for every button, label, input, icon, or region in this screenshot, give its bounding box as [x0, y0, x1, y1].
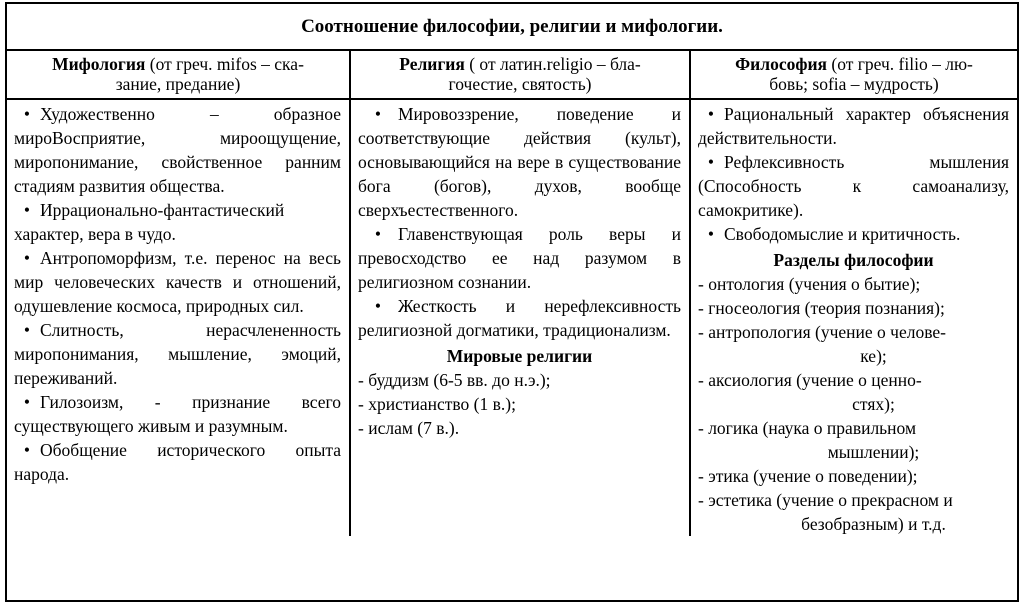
religion-trait: Жесткость и нерефлексивность религиозной догматики, традиционализм.	[358, 296, 681, 340]
list-item	[14, 246, 341, 318]
header-religion-origin-2: гочестие, святость)	[448, 74, 592, 94]
list-item	[358, 222, 681, 294]
list-item	[14, 318, 341, 390]
branch-line: - антропология (учение о челове-	[698, 322, 946, 342]
mythology-column	[7, 99, 350, 536]
branch-line: - аксиология (учение о ценно-	[698, 370, 922, 390]
list-item	[698, 272, 1009, 296]
header-mythology	[7, 51, 350, 99]
mythology-trait: Художественно – образное мироВосприятие, мироощущение, миропонимание, свойственное ранним стадиям развития общества.	[14, 104, 341, 196]
list-item	[698, 296, 1009, 320]
bullet-icon: •	[23, 200, 31, 220]
bullet-icon: •	[23, 104, 31, 124]
bullet-icon: •	[707, 224, 715, 244]
list-item: - буддизм (6-5 вв. до н.э.);	[358, 370, 551, 390]
header-mythology-origin: (от греч. mifos – ска-	[145, 54, 304, 74]
branch-continuation: мышлении);	[827, 442, 920, 462]
comparison-table	[5, 2, 1019, 602]
header-philosophy	[690, 51, 1017, 99]
bullet-icon: •	[374, 104, 382, 124]
list-item: - ислам (7 в.).	[358, 418, 460, 438]
branch-line: - гносеология (теория познания);	[698, 298, 945, 318]
list-item	[698, 488, 1009, 536]
content-row	[7, 99, 1017, 536]
branch-line: - онтология (учения о бытие);	[698, 274, 921, 294]
branch-line: - этика (учение о поведении);	[698, 466, 918, 486]
bullet-icon: •	[23, 392, 31, 412]
philosophy-column	[690, 99, 1017, 536]
list-item	[698, 222, 1009, 246]
religion-column	[350, 99, 690, 536]
religion-trait: Главенствующая роль веры и превосходство ее над разумом в религиозном сознании.	[358, 224, 681, 292]
list-item	[358, 294, 681, 342]
branch-line: - логика (наука о правильном	[698, 418, 917, 438]
philosophy-trait: Свободомыслие и критичность.	[724, 224, 961, 244]
bullet-icon: •	[707, 104, 715, 124]
bullet-icon: •	[23, 320, 31, 340]
header-row	[7, 51, 1017, 99]
branch-continuation: ке);	[860, 346, 887, 366]
table-title: Соотношение философии, религии и мифологии.	[7, 4, 1017, 51]
list-item	[698, 320, 1009, 368]
list-item	[698, 368, 1009, 416]
list-item: - христианство (1 в.);	[358, 394, 516, 414]
philosophy-trait: Рациональный характер объяснения действительности.	[698, 104, 1009, 148]
list-item	[698, 150, 1009, 222]
bullet-icon: •	[23, 248, 31, 268]
list-item	[698, 102, 1009, 150]
bullet-icon: •	[23, 440, 31, 460]
bullet-icon: •	[707, 152, 715, 172]
branch-continuation: стях);	[852, 394, 895, 414]
header-mythology-origin-2: зание, предание)	[115, 74, 241, 94]
header-religion-name: Религия	[399, 54, 465, 74]
mythology-trait: Обобщение исторического опыта народа.	[14, 440, 341, 484]
header-religion-origin: ( от латин.religio – бла-	[464, 54, 641, 74]
header-religion	[350, 51, 690, 99]
list-item	[14, 390, 341, 438]
list-item	[358, 102, 681, 222]
bullet-icon: •	[374, 296, 382, 316]
header-mythology-name: Мифология	[52, 54, 146, 74]
mythology-trait: Слитность, нерасчлененность миропонимания, мышление, эмоций, переживаний.	[14, 320, 341, 388]
branch-line: - эстетика (учение о прекрасном и	[698, 490, 953, 510]
list-item	[14, 198, 341, 246]
list-item	[698, 464, 1009, 488]
header-philosophy-origin: (от греч. filio – лю-	[827, 54, 973, 74]
mythology-trait: Иррационально-фантастический характер, вера в чудо.	[14, 200, 285, 244]
list-item	[698, 416, 1009, 464]
header-philosophy-name: Философия	[735, 54, 827, 74]
header-philosophy-origin-2: бовь; sofia – мудрость)	[769, 74, 939, 94]
bullet-icon: •	[374, 224, 382, 244]
mythology-trait: Гилозоизм, - признание всего существующего живым и разумным.	[14, 392, 341, 436]
list-item	[14, 102, 341, 198]
religion-subheading: Мировые религии	[446, 346, 593, 366]
philosophy-subheading: Разделы философии	[773, 250, 934, 270]
list-item	[14, 438, 341, 486]
religion-trait: Мировоззрение, поведение и соответствующие действия (культ), основывающийся на вере в существование бога (богов), духов, вообще сверхъестественного.	[358, 104, 681, 220]
table-grid	[7, 51, 1017, 536]
branch-continuation: безобразным) и т.д.	[801, 514, 946, 534]
philosophy-trait: Рефлексивность мышления (Способность к самоанализу, самокритике).	[698, 152, 1009, 220]
mythology-trait: Антропоморфизм, т.е. перенос на весь мир человеческих качеств и отношений, одушевление космоса, природных сил.	[14, 248, 341, 316]
